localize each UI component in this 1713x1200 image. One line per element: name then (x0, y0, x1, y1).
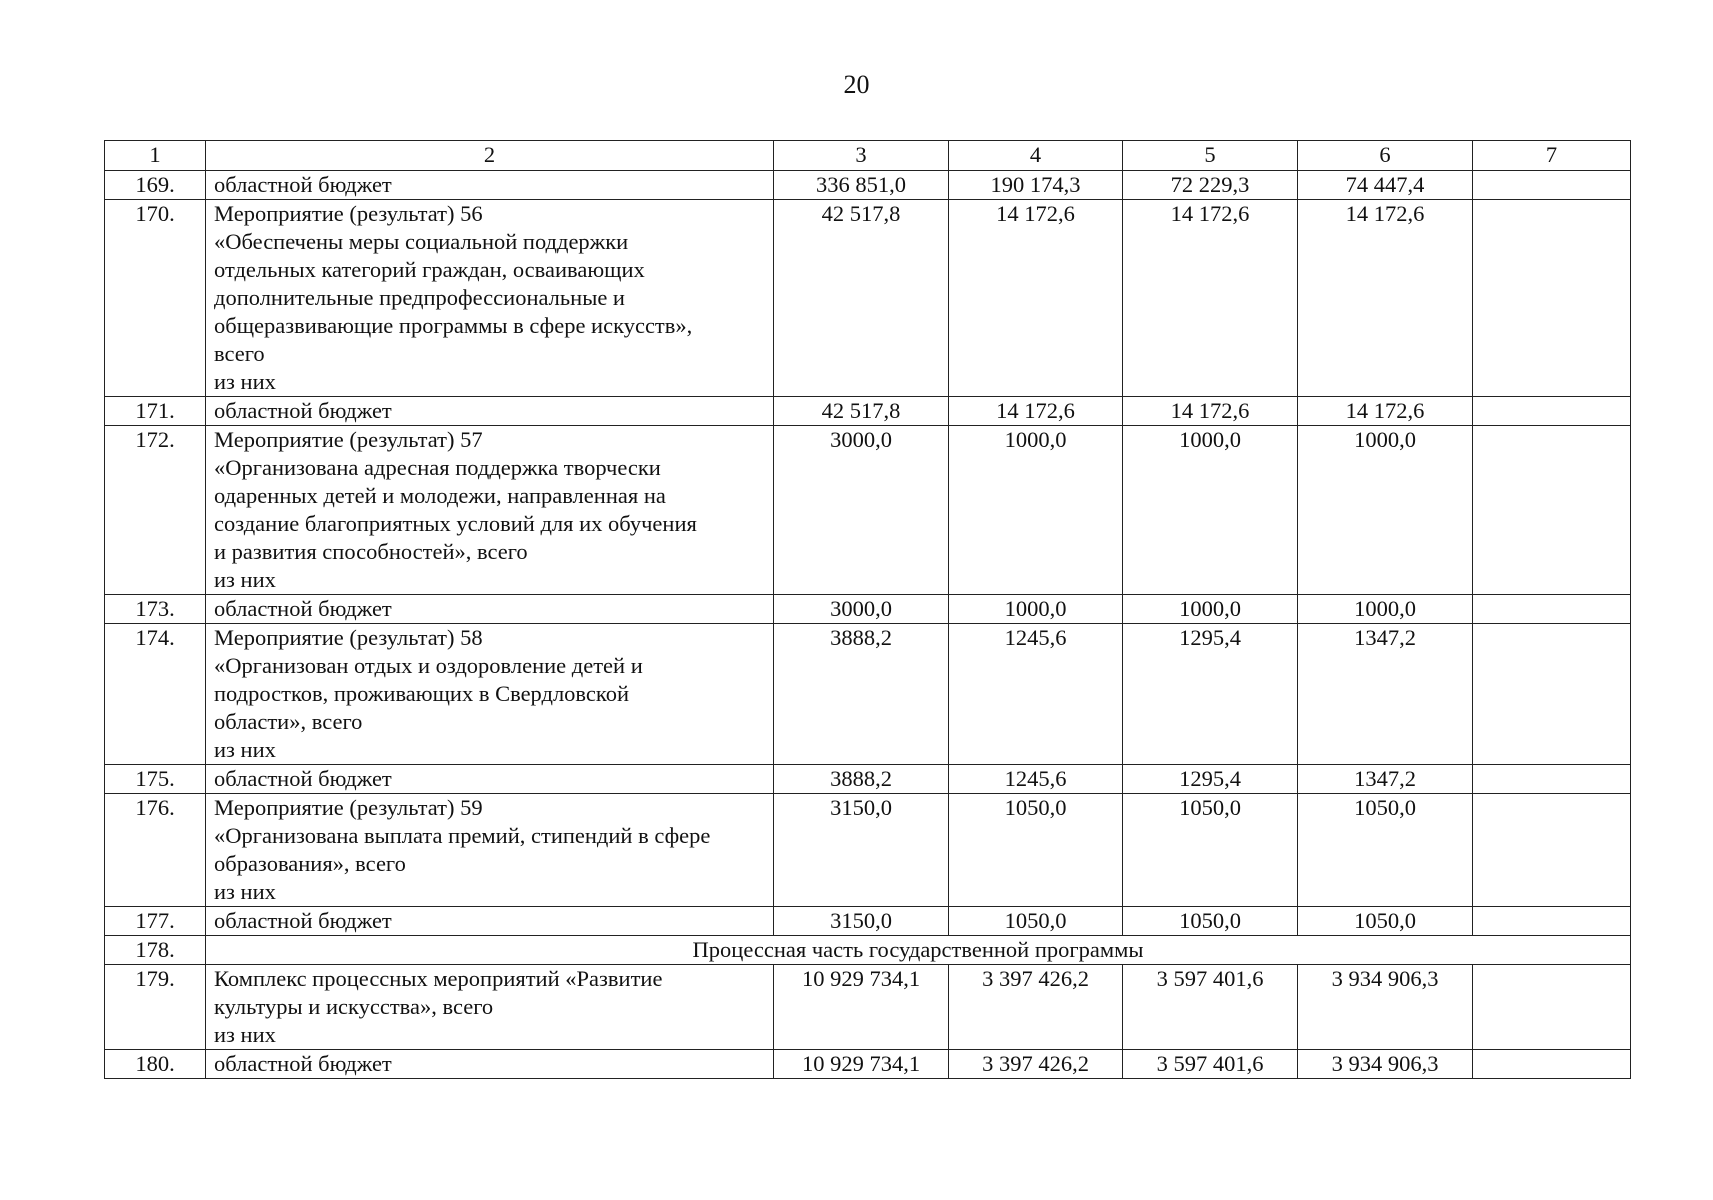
section-title: Процессная часть государственной программы (206, 936, 1631, 965)
column-header: 2 (206, 141, 774, 171)
cell-col3: 3000,0 (774, 595, 949, 624)
page-number: 20 (843, 70, 870, 99)
column-header: 6 (1298, 141, 1473, 171)
header-row (105, 141, 1631, 171)
table-row (105, 595, 1631, 624)
cell-col7 (1473, 624, 1631, 765)
cell-col7 (1473, 595, 1631, 624)
cell-col6: 1050,0 (1298, 794, 1473, 907)
row-description: Мероприятие (результат) 57 «Организована адресная поддержка творчески одаренных детей и молодежи, направленная на создание благоприятных условий для их обучения и развития способностей», всего из них (206, 426, 774, 595)
cell-col3: 3150,0 (774, 794, 949, 907)
cell-col7 (1473, 907, 1631, 936)
row-description: областной бюджет (206, 397, 774, 426)
row-number: 174. (105, 624, 206, 765)
row-number: 175. (105, 765, 206, 794)
cell-col6: 3 934 906,3 (1298, 1050, 1473, 1079)
row-number: 172. (105, 426, 206, 595)
cell-col4: 1050,0 (949, 907, 1123, 936)
section-row (105, 936, 1631, 965)
cell-col4: 1245,6 (949, 624, 1123, 765)
table-row (105, 1050, 1631, 1079)
cell-col7 (1473, 426, 1631, 595)
cell-col5: 1050,0 (1123, 794, 1298, 907)
row-description: областной бюджет (206, 1050, 774, 1079)
cell-col4: 3 397 426,2 (949, 965, 1123, 1050)
cell-col5: 72 229,3 (1123, 171, 1298, 200)
table-row (105, 426, 1631, 595)
cell-col5: 1295,4 (1123, 765, 1298, 794)
cell-col3: 3888,2 (774, 624, 949, 765)
cell-col5: 1000,0 (1123, 426, 1298, 595)
cell-col6: 1347,2 (1298, 765, 1473, 794)
cell-col6: 1000,0 (1298, 426, 1473, 595)
cell-col4: 1000,0 (949, 426, 1123, 595)
cell-col7 (1473, 765, 1631, 794)
cell-col3: 3000,0 (774, 426, 949, 595)
column-header: 5 (1123, 141, 1298, 171)
row-description: областной бюджет (206, 907, 774, 936)
budget-table (104, 140, 1631, 1079)
cell-col7 (1473, 965, 1631, 1050)
row-number: 173. (105, 595, 206, 624)
row-description: областной бюджет (206, 171, 774, 200)
row-description: Мероприятие (результат) 58 «Организован отдых и оздоровление детей и подростков, проживающих в Свердловской области», всего из них (206, 624, 774, 765)
cell-col6: 1347,2 (1298, 624, 1473, 765)
row-number: 177. (105, 907, 206, 936)
cell-col6: 3 934 906,3 (1298, 965, 1473, 1050)
table-row (105, 907, 1631, 936)
cell-col3: 10 929 734,1 (774, 1050, 949, 1079)
cell-col3: 336 851,0 (774, 171, 949, 200)
column-header: 4 (949, 141, 1123, 171)
cell-col3: 42 517,8 (774, 200, 949, 397)
table-row (105, 794, 1631, 907)
row-number: 170. (105, 200, 206, 397)
table-row (105, 965, 1631, 1050)
row-number: 171. (105, 397, 206, 426)
table-row (105, 171, 1631, 200)
cell-col6: 14 172,6 (1298, 200, 1473, 397)
cell-col5: 3 597 401,6 (1123, 1050, 1298, 1079)
cell-col4: 14 172,6 (949, 200, 1123, 397)
cell-col6: 1050,0 (1298, 907, 1473, 936)
cell-col3: 10 929 734,1 (774, 965, 949, 1050)
column-header: 1 (105, 141, 206, 171)
cell-col7 (1473, 1050, 1631, 1079)
column-header: 3 (774, 141, 949, 171)
cell-col6: 74 447,4 (1298, 171, 1473, 200)
cell-col3: 42 517,8 (774, 397, 949, 426)
cell-col4: 1000,0 (949, 595, 1123, 624)
cell-col6: 1000,0 (1298, 595, 1473, 624)
cell-col3: 3150,0 (774, 907, 949, 936)
cell-col7 (1473, 794, 1631, 907)
cell-col7 (1473, 397, 1631, 426)
table-row (105, 624, 1631, 765)
cell-col3: 3888,2 (774, 765, 949, 794)
cell-col4: 3 397 426,2 (949, 1050, 1123, 1079)
cell-col5: 1000,0 (1123, 595, 1298, 624)
table-row (105, 200, 1631, 397)
row-description: областной бюджет (206, 595, 774, 624)
table-row (105, 765, 1631, 794)
cell-col4: 1245,6 (949, 765, 1123, 794)
cell-col7 (1473, 200, 1631, 397)
cell-col5: 3 597 401,6 (1123, 965, 1298, 1050)
row-description: Комплекс процессных мероприятий «Развитие культуры и искусства», всего из них (206, 965, 774, 1050)
row-description: Мероприятие (результат) 59 «Организована выплата премий, стипендий в сфере образования», всего из них (206, 794, 774, 907)
row-number: 180. (105, 1050, 206, 1079)
table-row (105, 397, 1631, 426)
row-number: 176. (105, 794, 206, 907)
cell-col7 (1473, 171, 1631, 200)
row-number: 179. (105, 965, 206, 1050)
cell-col4: 190 174,3 (949, 171, 1123, 200)
row-number: 169. (105, 171, 206, 200)
cell-col4: 1050,0 (949, 794, 1123, 907)
cell-col5: 1295,4 (1123, 624, 1298, 765)
row-description: Мероприятие (результат) 56 «Обеспечены меры социальной поддержки отдельных категорий граждан, осваивающих дополнительные предпрофессиональные и общеразвивающие программы в сфере искусств», всего из них (206, 200, 774, 397)
row-description: областной бюджет (206, 765, 774, 794)
cell-col4: 14 172,6 (949, 397, 1123, 426)
cell-col5: 1050,0 (1123, 907, 1298, 936)
cell-col6: 14 172,6 (1298, 397, 1473, 426)
row-number: 178. (105, 936, 206, 965)
column-header: 7 (1473, 141, 1631, 171)
cell-col5: 14 172,6 (1123, 200, 1298, 397)
cell-col5: 14 172,6 (1123, 397, 1298, 426)
